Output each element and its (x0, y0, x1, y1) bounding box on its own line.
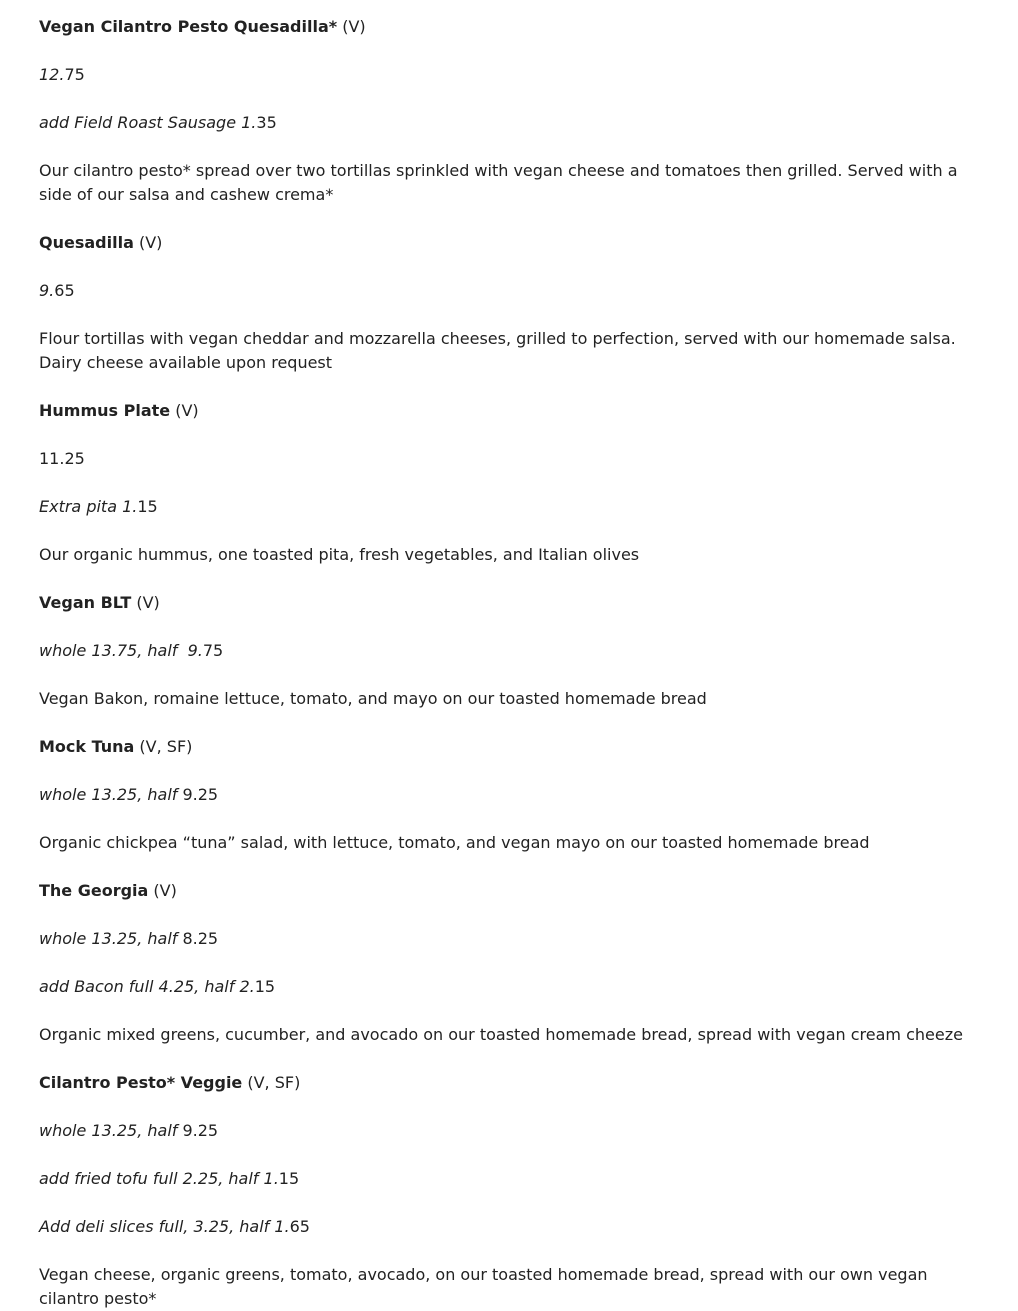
item-title (39, 735, 979, 759)
item-description: Organic chickpea “tuna” salad, with lettuce, tomato, and vegan mayo on our toasted homemade bread (39, 833, 870, 852)
item-price: whole 13.25, half 9.25 (39, 785, 219, 804)
item-title (39, 591, 979, 615)
item-title (39, 231, 979, 255)
item-price: 12.75 (39, 65, 85, 84)
item-name: Vegan BLT (39, 593, 132, 612)
menu-item (39, 399, 979, 567)
menu-item (39, 735, 979, 855)
item-name: Quesadilla (39, 233, 134, 252)
item-addon: add fried tofu full 2.25, half 1.15 (39, 1169, 300, 1188)
item-description: Our cilantro pesto* spread over two tortillas sprinkled with vegan cheese and tomatoes then grilled. Served with a side of our salsa and cashew crema* (39, 161, 963, 204)
item-tag: (V) (148, 881, 177, 900)
item-price: 11.25 (39, 449, 85, 468)
menu-item (39, 879, 979, 1047)
item-title (39, 879, 979, 903)
item-name: Cilantro Pesto* Veggie (39, 1073, 243, 1092)
item-price: 9.65 (39, 281, 75, 300)
item-tag: (V) (170, 401, 199, 420)
item-addon: Add deli slices full, 3.25, half 1.65 (39, 1217, 310, 1236)
item-tag: (V) (337, 17, 366, 36)
item-tag: (V) (133, 233, 163, 252)
menu-item (39, 15, 979, 207)
item-name: Mock Tuna (39, 737, 135, 756)
item-description: Vegan cheese, organic greens, tomato, avocado, on our toasted homemade bread, spread with our own vegan cilantro pesto* (39, 1265, 933, 1308)
item-name: The Georgia (39, 881, 149, 900)
item-price: whole 13.25, half 8.25 (39, 929, 219, 948)
item-price: whole 13.25, half 9.25 (39, 1121, 219, 1140)
item-title (39, 15, 979, 39)
item-description: Our organic hummus, one toasted pita, fresh vegetables, and Italian olives (39, 545, 640, 564)
item-tag: (V) (131, 593, 160, 612)
item-description: Organic mixed greens, cucumber, and avocado on our toasted homemade bread, spread with vegan cream cheeze (39, 1025, 963, 1044)
item-name: Vegan Cilantro Pesto Quesadilla* (39, 17, 338, 36)
item-title (39, 399, 979, 423)
item-addon: Extra pita 1.15 (39, 497, 158, 516)
item-description: Vegan Bakon, romaine lettuce, tomato, and mayo on our toasted homemade bread (39, 689, 707, 708)
item-addon: add Field Roast Sausage 1.35 (39, 113, 277, 132)
item-addon: add Bacon full 4.25, half 2.15 (39, 977, 276, 996)
item-title (39, 1071, 979, 1095)
item-tag: (V, SF) (134, 737, 193, 756)
item-name: Hummus Plate (39, 401, 171, 420)
menu-item (39, 591, 979, 711)
menu-item (39, 231, 979, 375)
item-description: Flour tortillas with vegan cheddar and mozzarella cheeses, grilled to perfection, served with our homemade salsa. Dairy cheese available upon request (39, 329, 961, 372)
item-tag: (V, SF) (242, 1073, 301, 1092)
menu-item (39, 1071, 979, 1311)
item-price: whole 13.75, half 9.75 (39, 641, 224, 660)
